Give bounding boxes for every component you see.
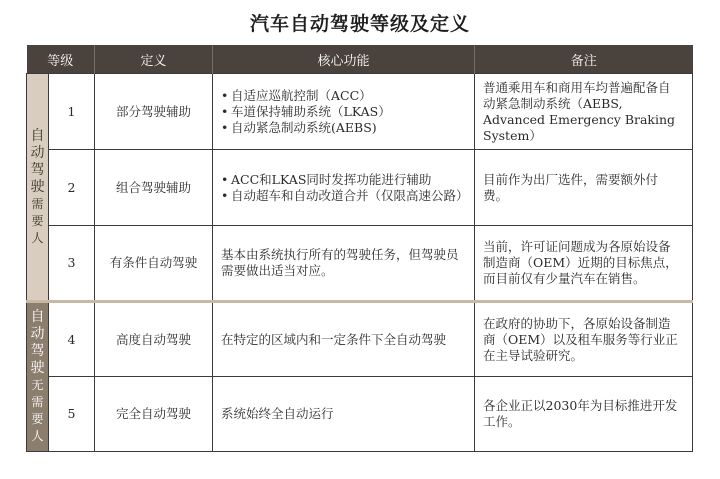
group-sub-text: 需要人 [31, 196, 44, 245]
core-function-list [221, 171, 469, 204]
definition-cell: 完全自动驾驶 [95, 377, 213, 452]
level-cell: 4 [49, 302, 95, 377]
levels-table [26, 45, 693, 452]
list-item: • 自动紧急制动系统(AEBS) [221, 120, 466, 136]
header-level: 等级 [27, 45, 95, 74]
table-row [27, 150, 693, 226]
core-function-cell: 系统始终全自动运行 [213, 377, 475, 452]
table-row [27, 226, 693, 302]
header-note: 备注 [475, 45, 693, 74]
group-main-text: 自动驾驶 [30, 309, 45, 376]
level-cell: 1 [49, 74, 95, 150]
core-function-list [221, 88, 466, 136]
core-function-cell: 基本由系统执行所有的驾驶任务，但驾驶员需要做出适当对应。 [213, 226, 475, 302]
group-label-human-required [27, 74, 49, 302]
core-function-cell [213, 74, 475, 150]
table-row [27, 74, 693, 150]
level-cell: 2 [49, 150, 95, 226]
page-title: 汽车自动驾驶等级及定义 [249, 13, 470, 35]
note-cell: 普通乘用车和商用车均普遍配备自动紧急制动系统（AEBS, Advanced Emergency Braking System） [475, 74, 693, 150]
list-item: • ACC和LKAS同时发挥功能进行辅助 [221, 172, 466, 188]
definition-cell: 部分驾驶辅助 [95, 74, 213, 150]
group-main-text: 自动驾驶 [30, 127, 45, 195]
header-definition: 定义 [95, 45, 213, 74]
note-cell: 各企业正以2030年为目标推进开发工作。 [475, 377, 693, 452]
note-cell: 目前作为出厂选件，需要额外付费。 [475, 150, 693, 226]
group-label-no-human-required [27, 302, 49, 452]
table-header-row [27, 45, 693, 74]
list-item: • 自适应巡航控制（ACC） [221, 88, 466, 104]
definition-cell: 高度自动驾驶 [95, 302, 213, 377]
table-row [27, 302, 693, 377]
note-cell: 在政府的协助下，各原始设备制造商（OEM）以及租车服务等行业正在主导试验研究。 [475, 302, 693, 377]
core-function-cell [213, 150, 475, 226]
header-core-function: 核心功能 [213, 45, 475, 74]
level-cell: 5 [49, 377, 95, 452]
group-sub-text: 无需要人 [31, 378, 44, 443]
table-row [27, 377, 693, 452]
core-function-cell: 在特定的区域内和一定条件下全自动驾驶 [213, 302, 475, 377]
levels-table-container [26, 45, 692, 452]
note-cell: 当前，许可证问题成为各原始设备制造商（OEM）近期的目标焦点，而目前仅有少量汽车在销售。 [475, 226, 693, 302]
level-cell: 3 [49, 226, 95, 302]
definition-cell: 组合驾驶辅助 [95, 150, 213, 226]
list-item: • 自动超车和自动改道合并（仅限高速公路） [221, 188, 466, 204]
list-item: • 车道保持辅助系统（LKAS） [221, 104, 466, 120]
definition-cell: 有条件自动驾驶 [95, 226, 213, 302]
